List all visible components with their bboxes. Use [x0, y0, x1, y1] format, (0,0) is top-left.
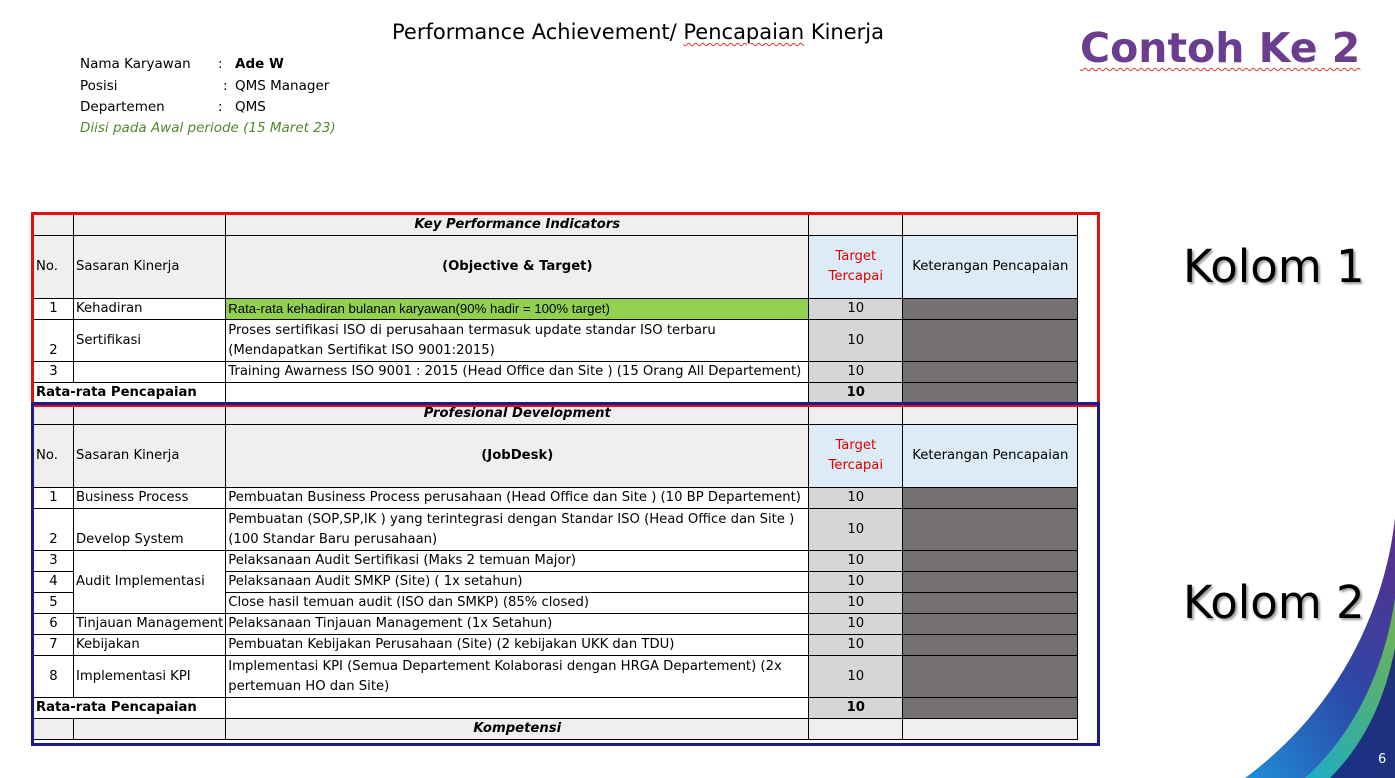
department-label: Departemen — [80, 99, 165, 115]
row-target: 10 — [809, 509, 903, 551]
row-objective: Pembuatan Business Process perusahaan (Head Office dan Site ) (10 BP Departement) — [226, 488, 809, 509]
table-row — [34, 362, 1078, 383]
row-target: 10 — [809, 635, 903, 656]
employee-name-row — [80, 56, 284, 72]
row-target: 10 — [809, 320, 903, 362]
row-no: 3 — [34, 362, 74, 383]
corner-decoration — [1245, 518, 1395, 778]
no-header: No. — [34, 425, 74, 488]
row-target: 10 — [809, 299, 903, 320]
row-sasaran: Kehadiran — [74, 299, 226, 320]
row-no: 3 — [34, 551, 74, 572]
kpi-section-header — [34, 215, 1078, 236]
row-objective: Pembuatan (SOP,SP,IK ) yang terintegrasi dengan Standar ISO (Head Office dan Site ) (100 Standar Baru perusahaan) — [226, 509, 809, 551]
kolom-2-label: Kolom 2 — [1183, 576, 1365, 629]
profdev-column-header — [34, 425, 1078, 488]
row-objective: Pembuatan Kebijakan Perusahaan (Site) (2 kebijakan UKK dan TDU) — [226, 635, 809, 656]
row-no: 5 — [34, 593, 74, 614]
row-objective: Close hasil temuan audit (ISO dan SMKP) (85% closed) — [226, 593, 809, 614]
row-sasaran: Business Process — [74, 488, 226, 509]
objective-header: (Objective & Target) — [226, 236, 809, 299]
row-objective: Pelaksanaan Audit Sertifikasi (Maks 2 temuan Major) — [226, 551, 809, 572]
position-label: Posisi — [80, 78, 118, 94]
kpi-section-title: Key Performance Indicators — [226, 215, 809, 236]
row-objective: Pelaksanaan Tinjauan Management (1x Setahun) — [226, 614, 809, 635]
row-keterangan[interactable] — [903, 551, 1078, 572]
row-sasaran: Audit Implementasi — [74, 551, 226, 614]
table-row — [34, 551, 1078, 572]
row-keterangan[interactable] — [903, 362, 1078, 383]
row-no: 2 — [34, 320, 74, 362]
name-label: Nama Karyawan — [80, 56, 191, 72]
no-header: No. — [34, 236, 74, 299]
table-row — [34, 488, 1078, 509]
page-title — [392, 20, 884, 44]
row-sasaran — [74, 362, 226, 383]
table-row — [34, 320, 1078, 362]
row-objective: Rata-rata kehadiran bulanan karyawan(90% hadir = 100% target) — [226, 299, 809, 320]
name-value: Ade W — [235, 56, 284, 72]
keterangan-header: Keterangan Pencapaian — [903, 425, 1078, 488]
example-label: Contoh Ke 2 — [1080, 24, 1361, 72]
row-keterangan[interactable] — [903, 635, 1078, 656]
row-keterangan[interactable] — [903, 509, 1078, 551]
table-row — [34, 656, 1078, 698]
row-sasaran: Implementasi KPI — [74, 656, 226, 698]
row-objective: Training Awarness ISO 9001 : 2015 (Head Office dan Site ) (15 Orang All Departement) — [226, 362, 809, 383]
performance-table — [33, 214, 1078, 740]
row-no: 1 — [34, 488, 74, 509]
target-header: Target Tercapai — [809, 425, 903, 488]
kpi-column-header — [34, 236, 1078, 299]
row-sasaran: Sertifikasi — [74, 320, 226, 362]
row-objective: Proses sertifikasi ISO di perusahaan termasuk update standar ISO terbaru (Mendapatkan Sertifikat ISO 9001:2015) — [226, 320, 809, 362]
row-no: 6 — [34, 614, 74, 635]
row-no: 8 — [34, 656, 74, 698]
row-objective: Implementasi KPI (Semua Departement Kolaborasi dengan HRGA Departement) (2x pertemuan HO dan Site) — [226, 656, 809, 698]
page-number: 6 — [1378, 752, 1387, 767]
position-value: QMS Manager — [235, 78, 330, 94]
row-objective: Pelaksanaan Audit SMKP (Site) ( 1x setahun) — [226, 572, 809, 593]
row-target: 10 — [809, 614, 903, 635]
profdev-average-value: 10 — [809, 698, 903, 719]
row-no: 7 — [34, 635, 74, 656]
row-target: 10 — [809, 593, 903, 614]
kolom-1-label: Kolom 1 — [1183, 240, 1365, 293]
title-suffix: Kinerja — [804, 20, 885, 44]
row-sasaran: Develop System — [74, 509, 226, 551]
row-no: 2 — [34, 509, 74, 551]
row-keterangan[interactable] — [903, 593, 1078, 614]
table-row — [34, 614, 1078, 635]
row-sasaran: Kebijakan — [74, 635, 226, 656]
row-keterangan[interactable] — [903, 614, 1078, 635]
title-squiggle-word: Pencapaian — [683, 20, 805, 44]
row-target: 10 — [809, 551, 903, 572]
kpi-average-value: 10 — [809, 383, 903, 404]
profdev-section-header — [34, 404, 1078, 425]
row-target: 10 — [809, 656, 903, 698]
department-value: QMS — [235, 99, 266, 115]
row-no: 4 — [34, 572, 74, 593]
target-header: Target Tercapai — [809, 236, 903, 299]
table-row — [34, 299, 1078, 320]
sasaran-header: Sasaran Kinerja — [74, 425, 226, 488]
row-target: 10 — [809, 488, 903, 509]
row-no: 1 — [34, 299, 74, 320]
position-colon: : — [223, 78, 228, 94]
profdev-average-row — [34, 698, 1078, 719]
name-colon: : — [218, 56, 223, 72]
row-keterangan[interactable] — [903, 320, 1078, 362]
row-keterangan[interactable] — [903, 299, 1078, 320]
department-colon: : — [218, 99, 223, 115]
keterangan-header: Keterangan Pencapaian — [903, 236, 1078, 299]
row-target: 10 — [809, 572, 903, 593]
row-keterangan[interactable] — [903, 656, 1078, 698]
table-row — [34, 509, 1078, 551]
row-keterangan[interactable] — [903, 488, 1078, 509]
period-note: Diisi pada Awal periode (15 Maret 23) — [80, 120, 336, 136]
kompetensi-section-header — [34, 719, 1078, 740]
jobdesk-header: (JobDesk) — [226, 425, 809, 488]
average-label: Rata-rata Pencapaian — [34, 383, 226, 404]
row-keterangan[interactable] — [903, 572, 1078, 593]
sasaran-header: Sasaran Kinerja — [74, 236, 226, 299]
row-target: 10 — [809, 362, 903, 383]
employee-position-row — [80, 78, 329, 94]
kpi-average-row — [34, 383, 1078, 404]
profdev-section-title: Profesional Development — [226, 404, 809, 425]
kompetensi-section-title: Kompetensi — [226, 719, 809, 740]
average-label: Rata-rata Pencapaian — [34, 698, 226, 719]
table-row — [34, 635, 1078, 656]
row-sasaran: Tinjauan Management — [74, 614, 226, 635]
title-prefix: Performance Achievement/ — [392, 20, 684, 44]
employee-department-row — [80, 99, 266, 115]
